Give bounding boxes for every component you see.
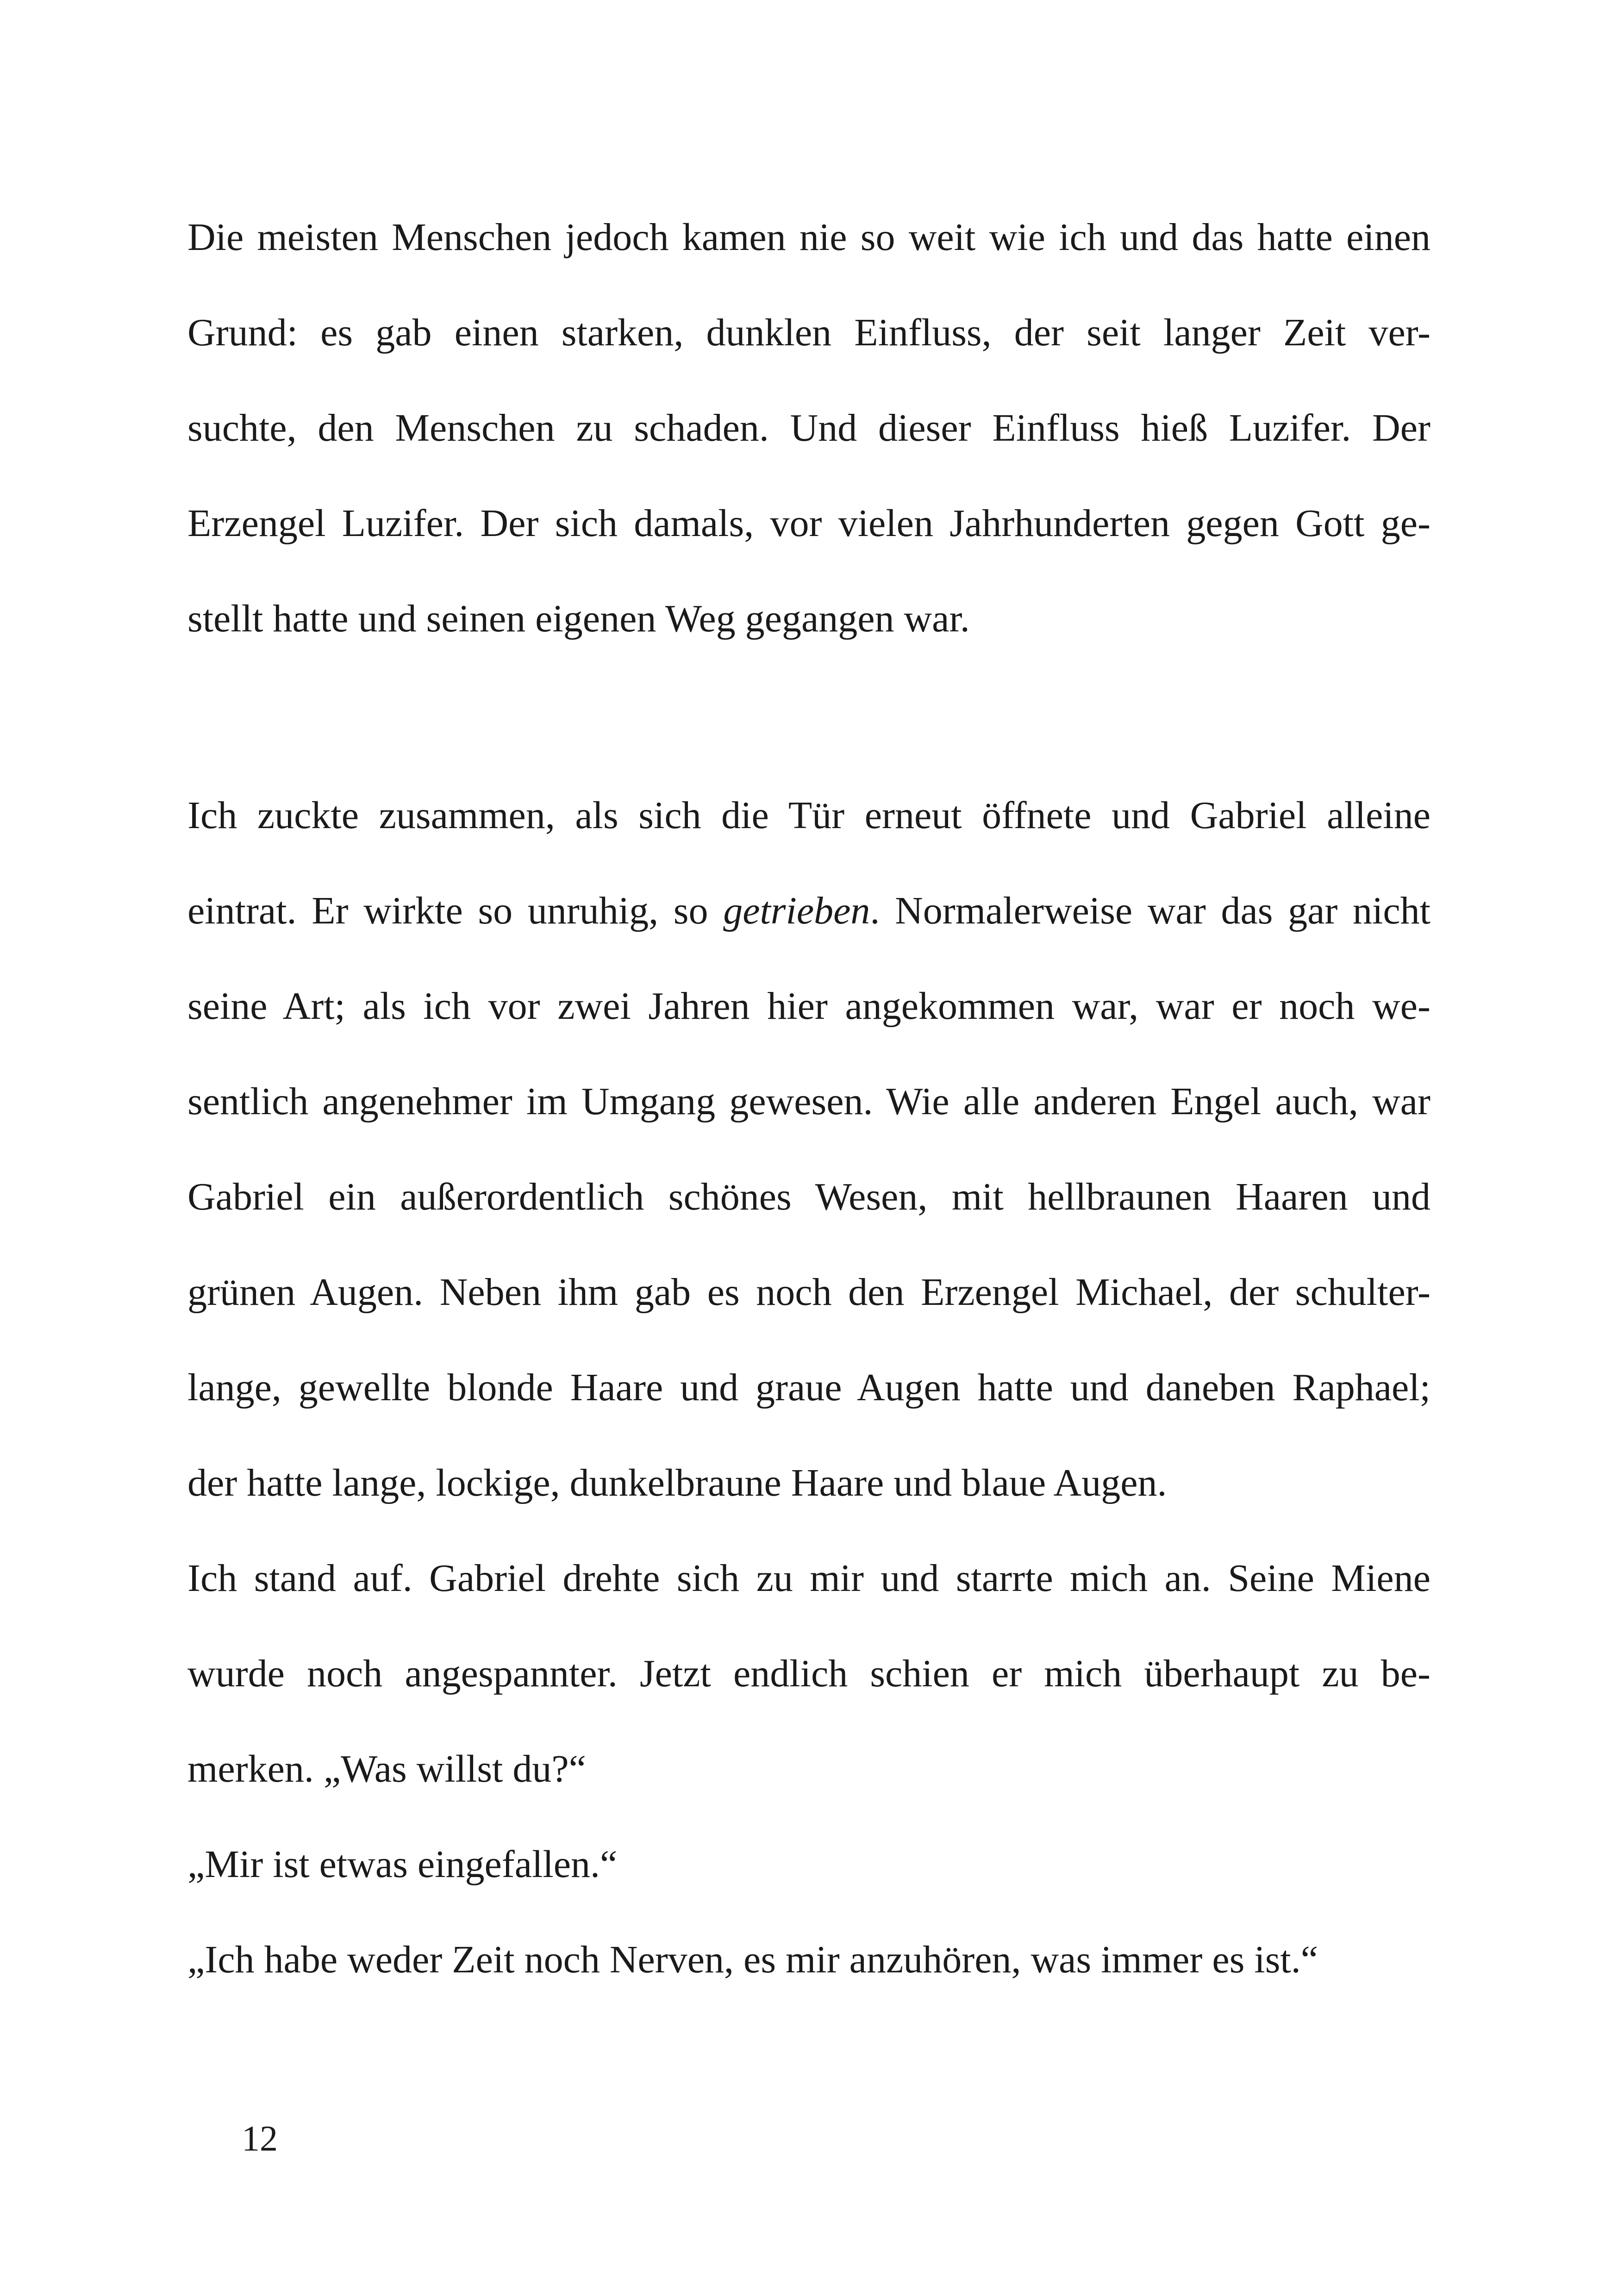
paragraph-2 bbox=[187, 768, 1430, 1531]
text-line: „Ich habe weder Zeit noch Nerven, es mir anzuhören, was immer es ist.“ bbox=[187, 1938, 1318, 1981]
text-line: Erzengel Luzifer. Der sich damals, vor vielen Jahrhunderten gegen Gott ge- bbox=[187, 502, 1430, 545]
text-line: Ich stand auf. Gabriel drehte sich zu mir und starrte mich an. Seine Miene bbox=[187, 1557, 1430, 1600]
page-number: 12 bbox=[242, 2118, 278, 2158]
text-line: Ich zuckte zusammen, als sich die Tür erneut öffnete und Gabriel alleine bbox=[187, 794, 1430, 837]
text-line: wurde noch angespannter. Jetzt endlich schien er mich überhaupt zu be- bbox=[187, 1652, 1430, 1695]
text-line: seine Art; als ich vor zwei Jahren hier angekommen war, war er noch we- bbox=[187, 985, 1430, 1028]
text-line: Gabriel ein außerordentlich schönes Wesen, mit hellbraunen Haaren und bbox=[187, 1175, 1430, 1218]
paragraph-1 bbox=[187, 190, 1430, 667]
text-line: „Mir ist etwas eingefallen.“ bbox=[187, 1843, 618, 1886]
paragraph-5 bbox=[187, 1912, 1430, 2008]
emphasized-word: getrieben bbox=[723, 889, 870, 932]
text-line: lange, gewellte blonde Haare und graue Augen hatte und daneben Raphael; bbox=[187, 1366, 1430, 1409]
text-segment: . Normalerweise war das gar nicht bbox=[870, 889, 1430, 932]
text-line: stellt hatte und seinen eigenen Weg gegangen war. bbox=[187, 597, 970, 640]
main-text bbox=[187, 768, 1430, 2008]
paragraph-4 bbox=[187, 1817, 1430, 1912]
text-line: Grund: es gab einen starken, dunklen Einfluss, der seit langer Zeit ver- bbox=[187, 311, 1430, 354]
paragraph-3 bbox=[187, 1531, 1430, 1817]
text-line: merken. „Was willst du?“ bbox=[187, 1747, 586, 1790]
text-segment: eintrat. Er wirkte so unruhig, so bbox=[187, 889, 724, 932]
text-line: suchte, den Menschen zu schaden. Und dieser Einfluss hieß Luzifer. Der bbox=[187, 406, 1430, 449]
text-line bbox=[187, 863, 1430, 959]
text-line: grünen Augen. Neben ihm gab es noch den Erzengel Michael, der schulter- bbox=[187, 1271, 1430, 1314]
text-line: sentlich angenehmer im Umgang gewesen. Wie alle anderen Engel auch, war bbox=[187, 1080, 1430, 1123]
text-line: Die meisten Menschen jedoch kamen nie so weit wie ich und das hatte einen bbox=[187, 216, 1430, 259]
text-line: der hatte lange, lockige, dunkelbraune Haare und blaue Augen. bbox=[187, 1461, 1167, 1504]
